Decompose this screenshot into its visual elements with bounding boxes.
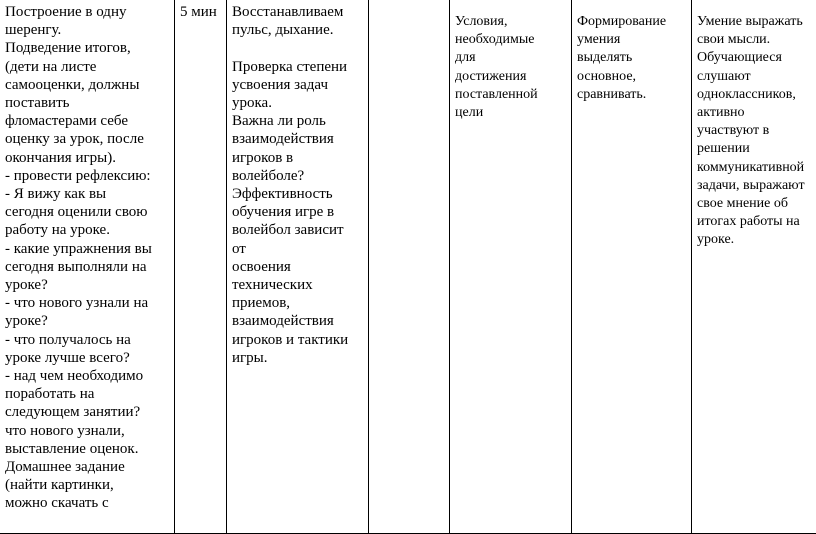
text-line: итогах работы на — [697, 213, 813, 231]
time-cell — [175, 0, 227, 534]
text-line: Умение выражать — [697, 13, 813, 31]
text-line: пульс, дыхание. — [232, 21, 364, 39]
text-line: взаимодействия — [232, 312, 364, 330]
text-line: Проверка степени — [232, 58, 364, 76]
text-line: освоения — [232, 258, 364, 276]
text-line: сравнивать. — [577, 86, 687, 104]
communication-skills-cell — [692, 0, 816, 534]
text-line: игры. — [232, 349, 364, 367]
conditions-text — [455, 13, 567, 122]
text-line: игроков в — [232, 149, 364, 167]
text-line: умения — [577, 31, 687, 49]
text-line: поработать на — [5, 385, 170, 403]
text-line: технических — [232, 276, 364, 294]
text-line: следующем занятии? — [5, 403, 170, 421]
stage-cell — [0, 0, 175, 534]
teacher-activity-cell — [227, 0, 369, 534]
text-line: - провести рефлексию: — [5, 167, 170, 185]
time-text: 5 мин — [180, 3, 222, 21]
text-line: взаимодействия — [232, 130, 364, 148]
teacher-activity-text — [232, 3, 364, 367]
text-line: Важна ли роль — [232, 112, 364, 130]
text-line: фломастерами себе — [5, 112, 170, 130]
text-line: решении — [697, 140, 813, 158]
text-line: от — [232, 240, 364, 258]
text-line: волейбол зависит — [232, 221, 364, 239]
text-line: Эффективность — [232, 185, 364, 203]
communication-skills-text — [697, 13, 813, 250]
text-line: коммуникативной — [697, 159, 813, 177]
text-line: (дети на листе — [5, 58, 170, 76]
text-line: работу на уроке. — [5, 221, 170, 239]
text-line: активно — [697, 104, 813, 122]
text-line: уроке? — [5, 276, 170, 294]
text-line: уроке? — [5, 312, 170, 330]
forming-skills-cell — [572, 0, 692, 534]
text-line: - какие упражнения вы — [5, 240, 170, 258]
text-line: приемов, — [232, 294, 364, 312]
text-line: необходимые — [455, 31, 567, 49]
text-line: достижения — [455, 68, 567, 86]
text-line: Подведение итогов, — [5, 39, 170, 57]
text-line — [232, 39, 364, 57]
text-line: - что нового узнали на — [5, 294, 170, 312]
text-line: что нового узнали, — [5, 422, 170, 440]
text-line: свои мысли. — [697, 31, 813, 49]
text-line: - что получалось на — [5, 331, 170, 349]
text-line: поставленной — [455, 86, 567, 104]
text-line: волейболе? — [232, 167, 364, 185]
text-line: задачи, выражают — [697, 177, 813, 195]
text-line: цели — [455, 104, 567, 122]
empty-cell — [369, 0, 450, 534]
text-line: (найти картинки, — [5, 476, 170, 494]
text-line: - Я вижу как вы — [5, 185, 170, 203]
stage-text — [5, 3, 170, 513]
text-line: самооценки, должны — [5, 76, 170, 94]
text-line: игроков и тактики — [232, 331, 364, 349]
text-line: Построение в одну — [5, 3, 170, 21]
text-line: сегодня оценили свою — [5, 203, 170, 221]
text-line: урока. — [232, 94, 364, 112]
conditions-cell — [450, 0, 572, 534]
text-line: шеренгу. — [5, 21, 170, 39]
text-line: Домашнее задание — [5, 458, 170, 476]
text-line: поставить — [5, 94, 170, 112]
text-line: Условия, — [455, 13, 567, 31]
text-line: слушают — [697, 68, 813, 86]
text-line: Обучающиеся — [697, 49, 813, 67]
text-line: сегодня выполняли на — [5, 258, 170, 276]
text-line: для — [455, 49, 567, 67]
text-line: участвуют в — [697, 122, 813, 140]
text-line: окончания игры). — [5, 149, 170, 167]
text-line: выделять — [577, 49, 687, 67]
text-line: оценку за урок, после — [5, 130, 170, 148]
text-line: можно скачать с — [5, 494, 170, 512]
text-line: Формирование — [577, 13, 687, 31]
text-line: - над чем необходимо — [5, 367, 170, 385]
text-line: усвоения задач — [232, 76, 364, 94]
text-line: уроке. — [697, 231, 813, 249]
text-line: Восстанавливаем — [232, 3, 364, 21]
text-line: основное, — [577, 68, 687, 86]
forming-skills-text — [577, 13, 687, 104]
text-line: выставление оценок. — [5, 440, 170, 458]
text-line: уроке лучше всего? — [5, 349, 170, 367]
text-line: свое мнение об — [697, 195, 813, 213]
text-line: обучения игре в — [232, 203, 364, 221]
text-line: одноклассников, — [697, 86, 813, 104]
